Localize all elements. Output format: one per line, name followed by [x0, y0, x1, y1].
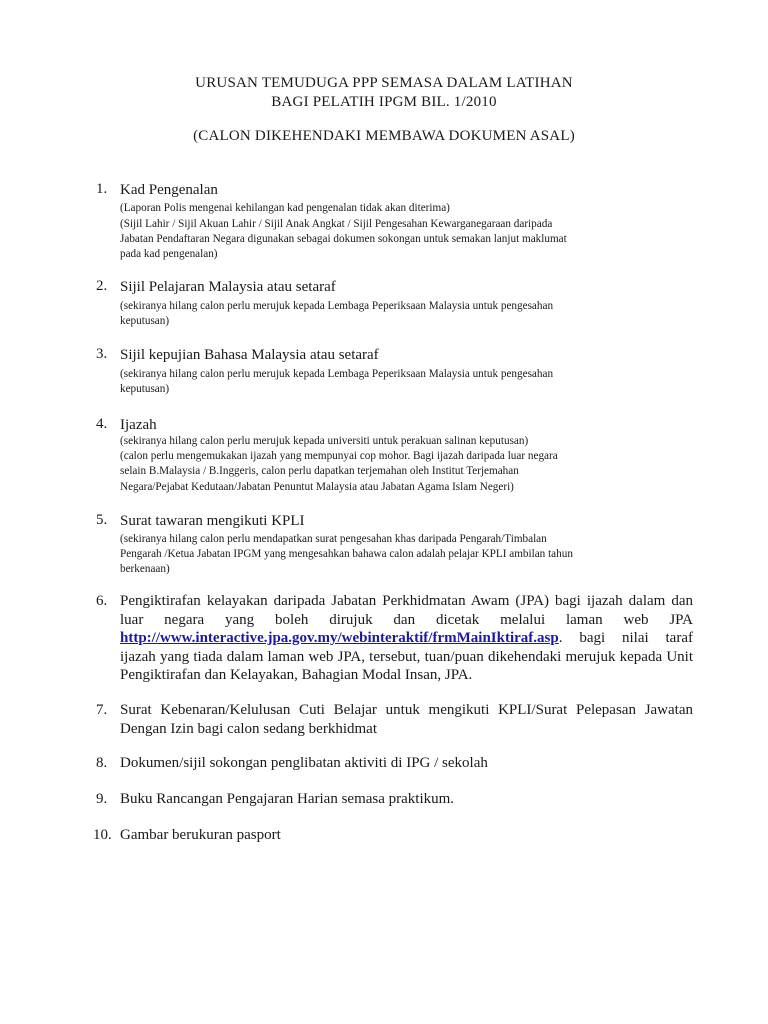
- title-line-3: (CALON DIKEHENDAKI MEMBAWA DOKUMEN ASAL): [193, 128, 575, 144]
- item-note: (sekiranya hilang calon perlu merujuk kepada Lembaga Peperiksaan Malaysia untuk pengesahan: [120, 368, 554, 380]
- item-number: 6.: [96, 593, 108, 609]
- item-number: 8.: [96, 755, 108, 771]
- jpa-website-link[interactable]: http://www.interactive.jpa.gov.my/webinteraktif/frmMainIktiraf.asp: [120, 630, 559, 646]
- item-number: 10.: [93, 827, 112, 843]
- item-note: (Sijil Lahir / Sijil Akuan Lahir / Sijil Anak Angkat / Sijil Pengesahan Kewarganegaraan daripada: [120, 218, 553, 230]
- item-text: Gambar berukuran pasport: [120, 827, 281, 843]
- item-number: 5.: [96, 512, 108, 528]
- item-body: [120, 592, 693, 685]
- title-line-1: URUSAN TEMUDUGA PPP SEMASA DALAM LATIHAN: [195, 75, 573, 91]
- item-text: Buku Rancangan Pengajaran Harian semasa praktikum.: [120, 791, 455, 807]
- item-heading: Surat tawaran mengikuti KPLI: [120, 513, 305, 529]
- item-text: Surat Kebenaran/Kelulusan Cuti Belajar untuk mengikuti KPLI/Surat Pelepasan Jawatan Dengan Izin bagi calon sedang berkhidmat: [120, 702, 693, 737]
- item-number: 9.: [96, 791, 108, 807]
- item-note: Jabatan Pendaftaran Negara digunakan sebagai dokumen sokongan untuk semakan lanjut maklumat: [120, 233, 567, 245]
- item-number: 4.: [96, 416, 108, 432]
- item-text-before: Pengiktirafan kelayakan daripada Jabatan Perkhidmatan Awam (JPA) bagi ijazah dalam dan luar negara yang boleh dirujuk dan dicetak melalui laman web JPA: [120, 593, 693, 628]
- item-text: Dokumen/sijil sokongan penglibatan aktiviti di IPG / sekolah: [120, 755, 488, 771]
- item-note: berkenaan): [120, 563, 170, 575]
- item-note: (calon perlu mengemukakan ijazah yang mempunyai cop mohor. Bagi ijazah daripada luar negara: [120, 450, 558, 462]
- title-line-2: BAGI PELATIH IPGM BIL. 1/2010: [271, 94, 497, 110]
- item-note: Negara/Pejabat Kedutaan/Jabatan Penuntut Malaysia atau Jabatan Agama Islam Negeri): [120, 481, 514, 493]
- item-heading: Kad Pengenalan: [120, 182, 218, 198]
- item-number: 1.: [96, 181, 108, 197]
- item-note: Pengarah /Ketua Jabatan IPGM yang mengesahkan bahawa calon adalah pelajar KPLI ambilan tahun: [120, 548, 573, 560]
- item-number: 7.: [96, 702, 108, 718]
- item-note: pada kad pengenalan): [120, 248, 218, 260]
- item-note: selain B.Malaysia / B.Inggeris, calon perlu dapatkan terjemahan oleh Institut Terjemahan: [120, 465, 519, 477]
- item-heading: Sijil kepujian Bahasa Malaysia atau setaraf: [120, 347, 379, 363]
- item-heading: Sijil Pelajaran Malaysia atau setaraf: [120, 279, 336, 295]
- item-note: (sekiranya hilang calon perlu mendapatkan surat pengesahan khas daripada Pengarah/Timbalan: [120, 533, 547, 545]
- item-number: 2.: [96, 278, 108, 294]
- item-note: keputusan): [120, 315, 170, 327]
- item-text-after: . bagi nilai taraf ijazah yang tiada dalam laman web JPA, tersebut, tuan/puan dikehendaki merujuk kepada Unit Pengiktirafan dan Kelayakan, Bahagian Modal Insan, JPA.: [120, 630, 693, 683]
- item-note: (sekiranya hilang calon perlu merujuk kepada Lembaga Peperiksaan Malaysia untuk pengesahan: [120, 300, 554, 312]
- item-number: 3.: [96, 346, 108, 362]
- item-note: keputusan): [120, 383, 170, 395]
- item-note: (sekiranya hilang calon perlu merujuk kepada universiti untuk perakuan salinan keputusan): [120, 435, 529, 447]
- item-note: (Laporan Polis mengenai kehilangan kad pengenalan tidak akan diterima): [120, 202, 450, 214]
- item-heading: Ijazah: [120, 417, 157, 433]
